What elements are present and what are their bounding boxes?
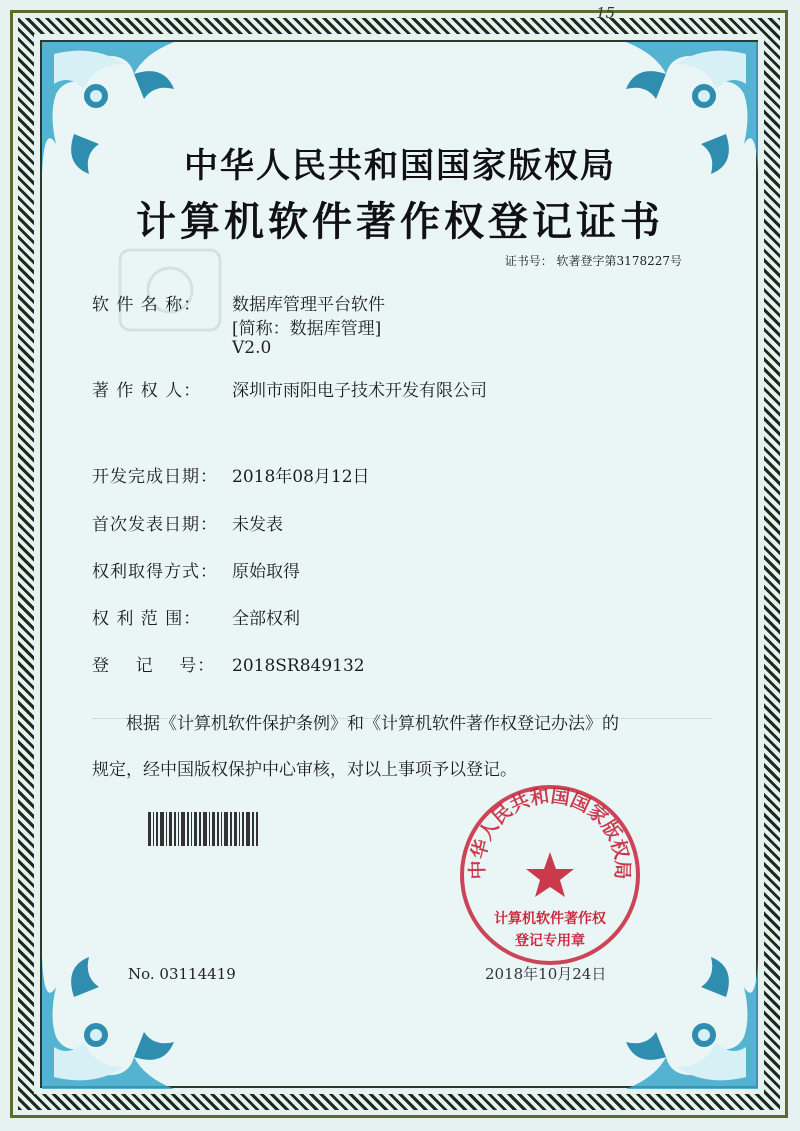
field-scope [92,604,300,629]
field-registration-no [92,651,365,676]
certificate-number: 证书号： 软著登字第3178227号 [504,254,682,268]
seal-ring-text: 中华人民共和国国家版权局 [466,785,634,880]
serial-number: No. 03114419 [128,965,236,983]
issue-date: 2018年10月24日 [485,965,607,983]
field-value: 全部权利 [232,609,300,629]
statement-line-1: 根据《计算机软件保护条例》和《计算机软件著作权登记办法》的 [126,714,619,734]
seal-text-line-2: 登记专用章 [515,933,585,949]
barcode-icon [148,812,258,846]
field-value: 数据库管理平台软件 [232,295,385,315]
field-label: 首次发表日期： [92,515,218,535]
software-version: V2.0 [232,338,272,358]
field-value: 未发表 [232,515,283,535]
field-value: 深圳市雨阳电子技术开发有限公司 [232,381,487,401]
field-completion-date [92,462,370,487]
statement-line-2: 规定，经中国版权保护中心审核，对以上事项予以登记。 [92,760,517,780]
certificate-title: 计算机软件著作权登记证书 [136,198,664,245]
field-value: 原始取得 [232,562,300,582]
field-copyright-owner [92,376,487,401]
seal-text-line-1: 计算机软件著作权 [494,911,606,927]
field-first-publication [92,510,283,535]
field-label: 软 件 名 称： [92,295,202,315]
field-acquisition-method [92,557,300,582]
software-short-name: [简称：数据库管理] [232,319,382,339]
field-software-name [92,290,385,315]
field-label: 著 作 权 人： [92,381,202,401]
field-label: 登 记 号： [92,656,216,676]
issuing-authority: 中华人民共和国国家版权局 [184,146,616,186]
field-label: 权利取得方式： [92,562,218,582]
handwritten-mark: 15 [596,4,616,22]
field-label: 开发完成日期： [92,467,218,487]
field-label: 权 利 范 围： [92,609,202,629]
field-value: 2018SR849132 [232,656,365,676]
field-value: 2018年08月12日 [232,467,370,487]
